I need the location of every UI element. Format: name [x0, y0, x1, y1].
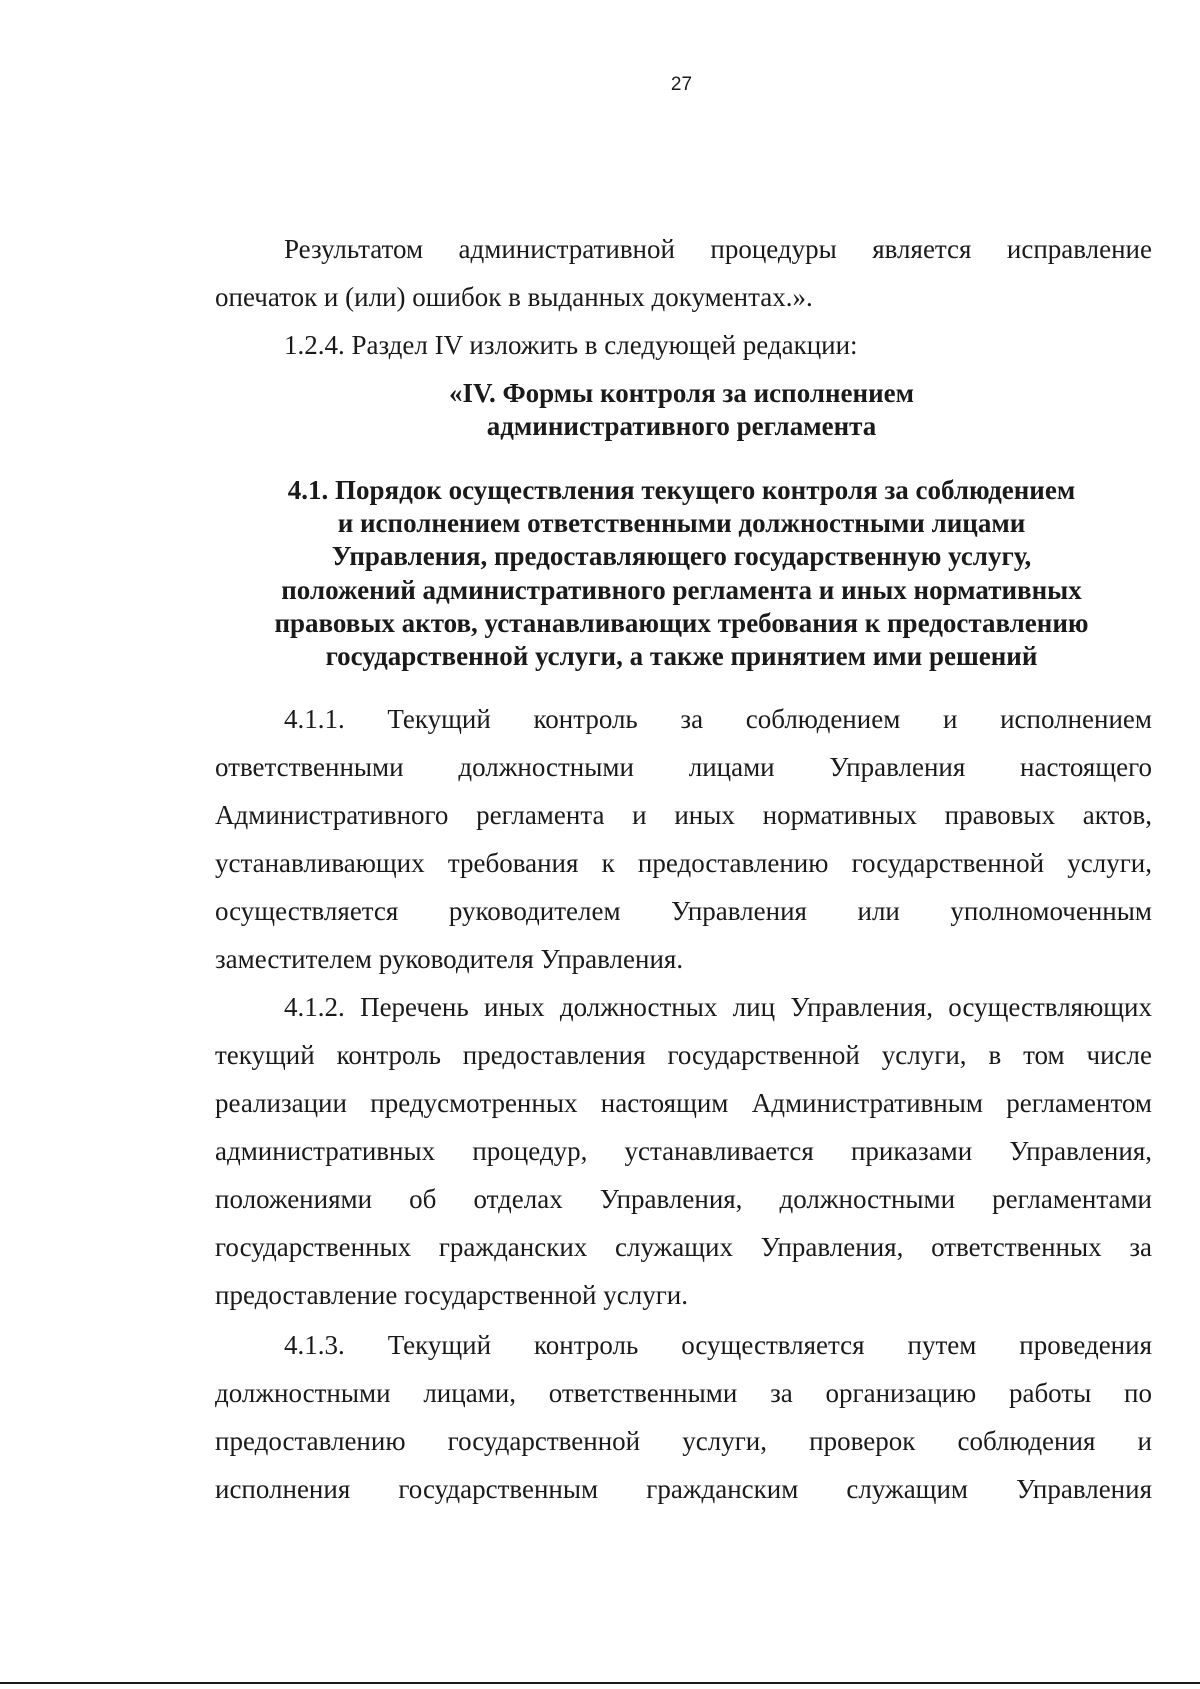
p413-line-3: предоставлению государственной услуги, проверок соблюдения и — [215, 1426, 1152, 1456]
p413-line-4: исполнения государственным гражданским служащим Управления — [215, 1474, 1152, 1504]
p411-line-4: устанавливающих требования к предоставлению государственной услуги, — [215, 848, 1152, 878]
subsection-title-line-3: Управления, предоставляющего государственную услугу, — [331, 541, 1032, 571]
intro-line-1: Результатом административной процедуры является исправление — [284, 234, 1152, 264]
p413-line-1: 4.1.3. Текущий контроль осуществляется путем проведения — [284, 1330, 1152, 1360]
amendment-instruction: 1.2.4. Раздел IV изложить в следующей редакции: — [284, 330, 858, 360]
subsection-title-line-4: положений административного регламента и иных нормативных — [281, 575, 1082, 605]
p411-line-6: заместителем руководителя Управления. — [215, 944, 684, 974]
subsection-title-line-6: государственной услуги, а также принятием ими решений — [325, 641, 1038, 671]
p411-line-2: ответственными должностными лицами Управления настоящего — [215, 752, 1152, 782]
p411-line-1: 4.1.1. Текущий контроль за соблюдением и исполнением — [284, 704, 1152, 734]
subsection-title-line-5: правовых актов, устанавливающих требования к предоставлению — [274, 608, 1089, 638]
p411-line-3: Административного регламента и иных нормативных правовых актов, — [215, 800, 1152, 830]
p412-line-6: государственных гражданских служащих Управления, ответственных за — [215, 1232, 1152, 1262]
p412-line-1: 4.1.2. Перечень иных должностных лиц Управления, осуществляющих — [284, 992, 1152, 1022]
p412-line-4: административных процедур, устанавливается приказами Управления, — [215, 1136, 1152, 1166]
p412-line-7: предоставление государственной услуги. — [215, 1280, 688, 1310]
p412-line-5: положениями об отделах Управления, должностными регламентами — [215, 1184, 1152, 1214]
subsection-title-line-2: и исполнением ответственными должностными лицами — [337, 508, 1026, 538]
p412-line-3: реализации предусмотренных настоящим Административным регламентом — [215, 1088, 1152, 1118]
p412-line-2: текущий контроль предоставления государственной услуги, в том числе — [215, 1040, 1152, 1070]
page-bottom-edge — [0, 1682, 1200, 1684]
intro-line-2: опечаток и (или) ошибок в выданных документах.». — [215, 282, 813, 312]
page-number: 27 — [670, 74, 693, 95]
section-title-line-1: «IV. Формы контроля за исполнением — [448, 378, 915, 408]
section-title-line-2: административного регламента — [486, 411, 877, 441]
p411-line-5: осуществляется руководителем Управления или уполномоченным — [215, 896, 1152, 926]
p413-line-2: должностными лицами, ответственными за организацию работы по — [215, 1378, 1152, 1408]
subsection-title-line-1: 4.1. Порядок осуществления текущего контроля за соблюдением — [287, 475, 1076, 505]
